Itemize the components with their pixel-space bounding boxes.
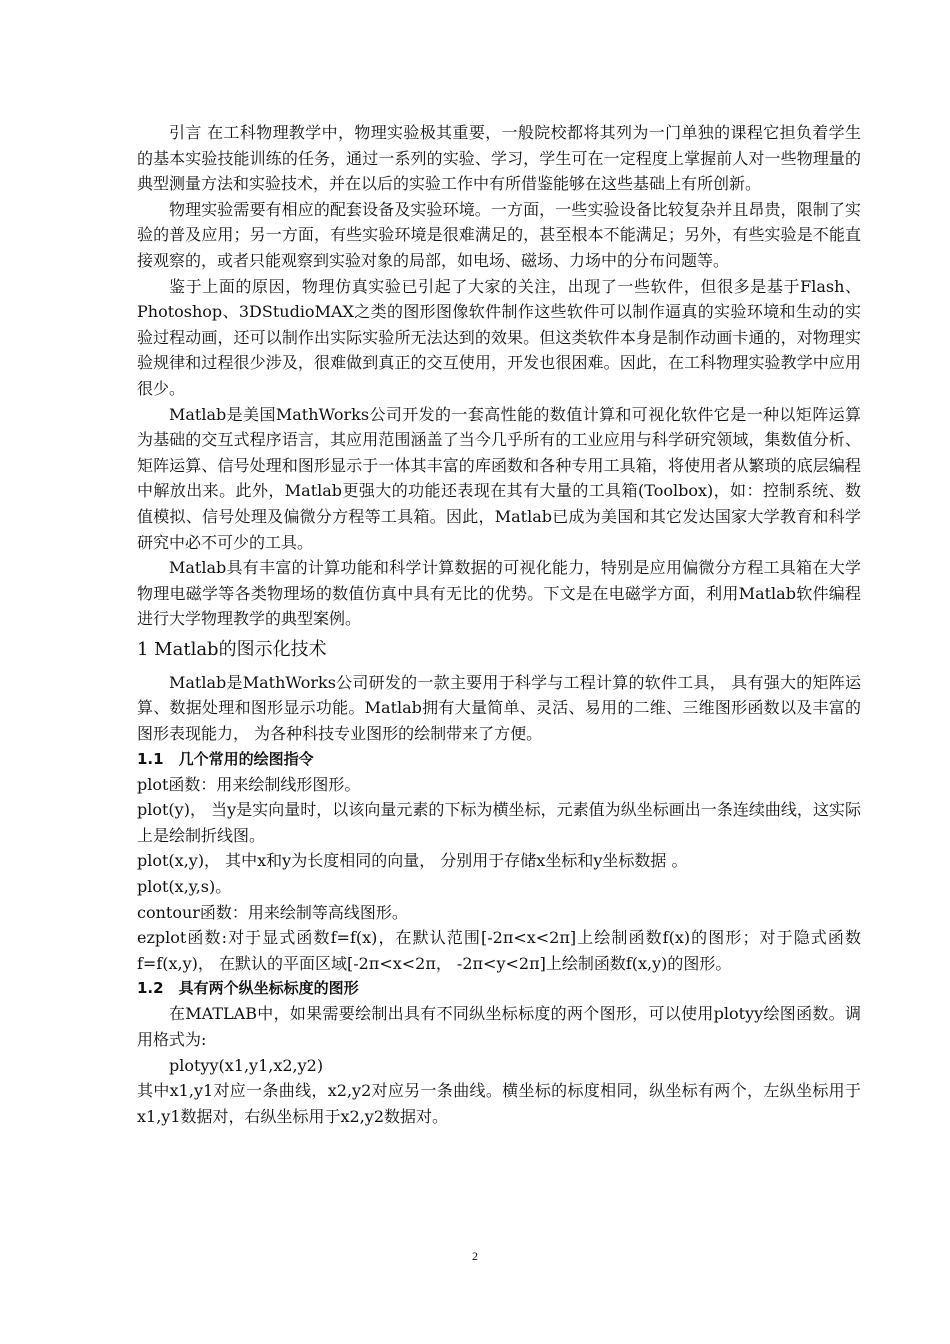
function-line: plot(y)， 当y是实向量时，以该向量元素的下标为横坐标，元素值为纵坐标画出一条连续曲线，这实际上是绘制折线图。 — [137, 800, 861, 845]
code-line: plotyy(x1,y1,x2,y2) — [169, 1055, 324, 1075]
subsection-heading: 1.1 几个常用的绘图指令 — [137, 749, 314, 768]
section-paragraph: 其中x1,y1对应一条曲线，x2,y2对应另一条曲线。横坐标的标度相同，纵坐标有两个，左纵坐标用于x1,y1数据对，右纵坐标用于x2,y2数据对。 — [137, 1081, 861, 1126]
page-number: 2 — [472, 1249, 478, 1263]
function-line: ezplot函数:对于显式函数f=f(x)，在默认范围[-2π<x<2π]上绘制函数f(x)的图形；对于隐式函数f=f(x,y)， 在默认的平面区域[-2π<x<2π， -2π<y<2π]上绘制函数f(x,y)的图形。 — [137, 928, 861, 973]
section-heading: 1 Matlab的图示化技术 — [137, 638, 327, 660]
intro-paragraph: 鉴于上面的原因，物理仿真实验已引起了大家的关注，出现了一些软件，但很多是基于Flash、Photoshop、3DStudioMAX之类的图形图像软件制作这些软件可以制作逼真的实验环境和生动的实验过程动画，还可以制作出实际实验所无法达到的效果。但这类软件本身是制作动画卡通的，对物理实验规律和过程很少涉及，很难做到真正的交互使用，开发也很困难。因此，在工科物理实验教学中应用很少。 — [137, 276, 861, 398]
subsection-heading: 1.2 具有两个纵坐标标度的图形 — [137, 979, 359, 998]
intro-paragraph: 引言 在工科物理教学中，物理实验极其重要，一般院校都将其列为一门单独的课程它担负着学生的基本实验技能训练的任务，通过一系列的实验、学习，学生可在一定程度上掌握前人对一些物理量的典型测量方法和实验技术，并在以后的实验工作中有所借鉴能够在这些基础上有所创新。 — [137, 123, 861, 194]
intro-paragraph: 物理实验需要有相应的配套设备及实验环境。一方面，一些实验设备比较复杂并且昂贵，限制了实验的普及应用；另一方面，有些实验环境是很难满足的，甚至根本不能满足；另外，有些实验是不能直接观察的，或者只能观察到实验对象的局部，如电场、磁场、力场中的分布问题等。 — [137, 199, 861, 270]
body-text — [137, 120, 861, 1129]
function-line: plot函数：用来绘制线形图形。 — [137, 774, 361, 794]
intro-paragraph: Matlab具有丰富的计算功能和科学计算数据的可视化能力，特别是应用偏微分方程工具箱在大学物理电磁学等各类物理场的数值仿真中具有无比的优势。下文是在电磁学方面，利用Matlab软件编程进行大学物理教学的典型案例。 — [137, 558, 861, 629]
section-paragraph: 在MATLAB中，如果需要绘制出具有不同纵坐标标度的两个图形，可以使用plotyy绘图函数。调用格式为: — [137, 1004, 861, 1049]
function-line: plot(x,y)， 其中x和y为长度相同的向量， 分别用于存储x坐标和y坐标数据 。 — [137, 851, 688, 871]
intro-paragraph: Matlab是美国MathWorks公司开发的一套高性能的数值计算和可视化软件它是一种以矩阵运算为基础的交互式程序语言，其应用范围涵盖了当今几乎所有的工业应用与科学研究领域，集数值分析、矩阵运算、信号处理和图形显示于一体其丰富的库函数和各种专用工具箱，将使用者从繁琐的底层编程中解放出来。此外，Matlab更强大的功能还表现在其有大量的工具箱(Toolbox)，如：控制系统、数值模拟、信号处理及偏微分方程等工具箱。因此，Matlab已成为美国和其它发达国家大学教育和科学研究中必不可少的工具。 — [137, 404, 861, 552]
function-line: contour函数：用来绘制等高线图形。 — [137, 902, 408, 922]
function-line: plot(x,y,s)。 — [137, 877, 232, 897]
section-paragraph: Matlab是MathWorks公司研发的一款主要用于科学与工程计算的软件工具， 具有强大的矩阵运算、数据处理和图形显示功能。Matlab拥有大量简单、灵活、易用的二维、三维图形函数以及丰富的图形表现能力， 为各种科技专业图形的绘制带来了方便。 — [137, 672, 861, 744]
